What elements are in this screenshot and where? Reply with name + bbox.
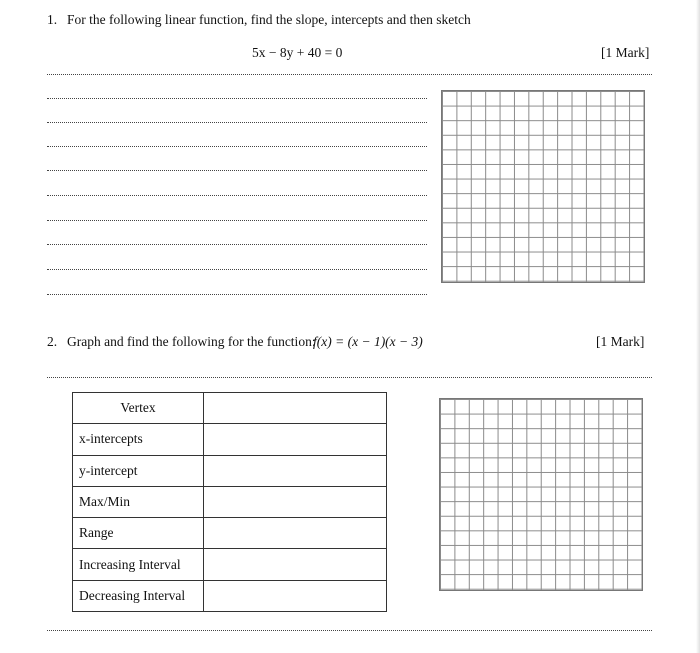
table-row [73,580,387,611]
row-value-max-min[interactable] [204,486,387,517]
row-label-max-min: Max/Min [73,486,204,517]
answer-line[interactable] [47,122,427,123]
question-1-number: 1. [47,12,58,27]
answer-line[interactable] [47,146,427,147]
answer-line[interactable] [47,294,427,295]
row-label-increasing-interval: Increasing Interval [73,549,204,580]
row-label-vertex: Vertex [73,393,204,424]
question-1-equation: 5x − 8y + 40 = 0 [252,45,343,60]
answer-line[interactable] [47,74,652,75]
question-2-function: f(x) = (x − 1)(x − 3) [313,334,423,349]
row-value-range[interactable] [204,518,387,549]
table-row [73,424,387,455]
graph-grid-2[interactable] [439,398,643,591]
answer-line[interactable] [47,98,427,99]
row-label-decreasing-interval: Decreasing Interval [73,580,204,611]
page-edge-shadow [696,0,700,653]
answer-line[interactable] [47,269,427,270]
table-row [73,549,387,580]
answer-line[interactable] [47,244,427,245]
table-row [73,393,387,424]
row-value-decreasing-interval[interactable] [204,580,387,611]
table-row [73,455,387,486]
answer-line[interactable] [47,630,652,631]
question-2-number: 2. [47,334,58,349]
question-1-marks: [1 Mark] [601,45,650,60]
question-1-text: For the following linear function, find the slope, intercepts and then sketch [67,12,471,27]
table-row [73,518,387,549]
row-label-y-intercept: y-intercept [73,455,204,486]
answer-line[interactable] [47,220,427,221]
row-label-x-intercepts: x-intercepts [73,424,204,455]
row-value-y-intercept[interactable] [204,455,387,486]
answer-line[interactable] [47,195,427,196]
question-2-marks: [1 Mark] [596,334,645,349]
row-value-x-intercepts[interactable] [204,424,387,455]
row-value-increasing-interval[interactable] [204,549,387,580]
answer-line[interactable] [47,170,427,171]
table-row [73,486,387,517]
graph-grid-1[interactable] [441,90,645,283]
function-properties-table [72,392,387,612]
row-label-range: Range [73,518,204,549]
row-value-vertex[interactable] [204,393,387,424]
answer-line[interactable] [47,377,652,378]
question-2-text: Graph and find the following for the function: [67,334,316,349]
